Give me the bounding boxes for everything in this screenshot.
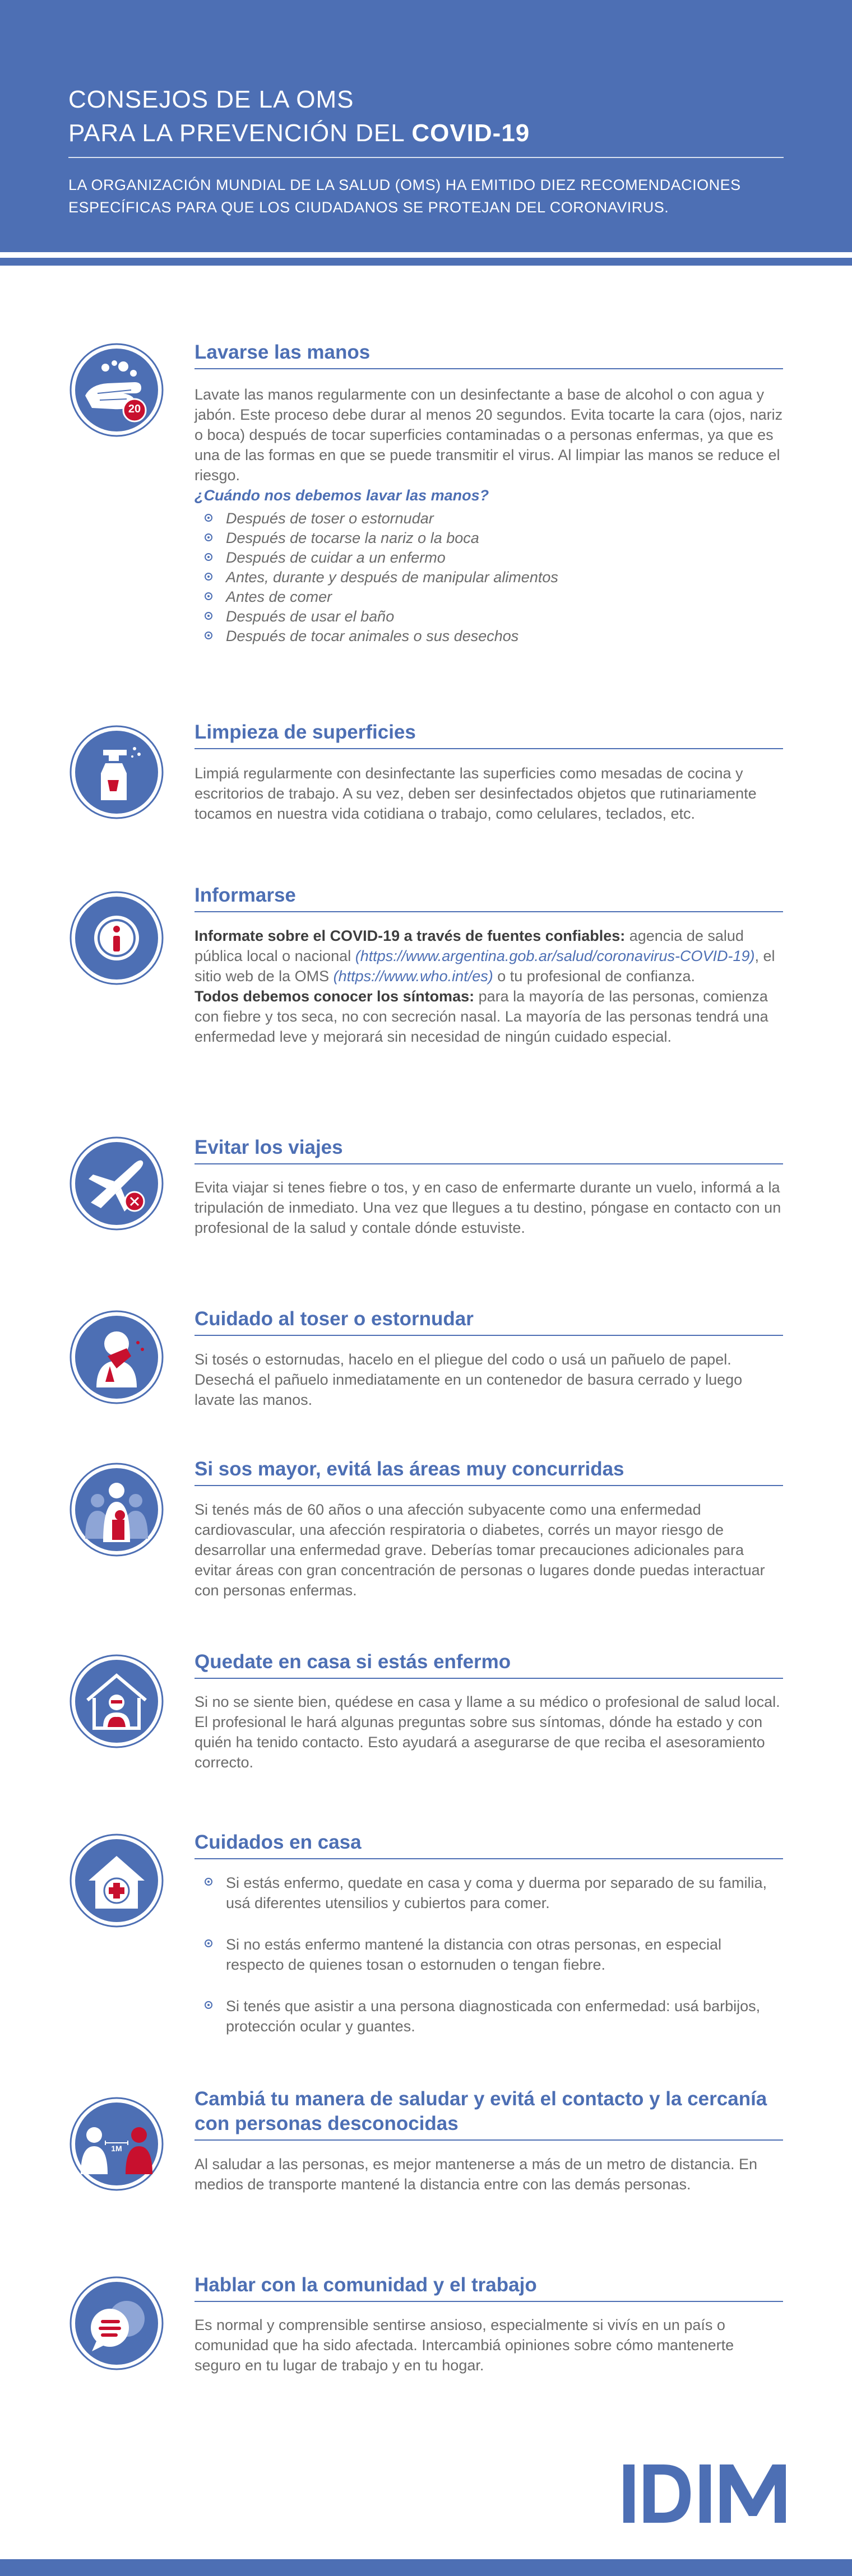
list-item: Si tenés que asistir a una persona diagnosticada con enfermedad: usá barbijos, protección ocular y guantes. [195,1996,783,2036]
section-title: Limpieza de superficies [195,721,416,743]
page-title [68,83,797,150]
title-line-2-bold: COVID-19 [411,119,530,147]
list-item: Si estás enfermo, quedate en casa y coma y duerma por separado de su familia, usá diferentes utensilios y cubiertos para comer. [195,1873,783,1913]
header-banner [0,0,852,252]
section-body: Es normal y comprensible sentirse ansioso, especialmente si vivís en un país o comunidad que ha sido afectada. Intercambiá opiniones sobre cómo mantenerte seguro en tu lugar de trabajo y en tu hogar. [195,2317,734,2374]
section-body: Al saludar a las personas, es mejor mantenerse a más de un metro de distancia. En medios de transporte mantené la distancia entre con las demás personas. [195,2156,758,2193]
inform-paragraph-2: Todos debemos conocer los síntomas: para la mayoría de las personas, comienza con fiebre y tos seca, no con secreción nasal. La mayoría de las personas tendrá una enfermedad leve y mejorará sin necesidad de ningún cuidado especial. [195,988,768,1045]
section-divider [195,911,783,912]
header-subtitle: LA ORGANIZACIÓN MUNDIAL DE LA SALUD (OMS) HA EMITIDO DIEZ RECOMENDACIONES ESPECÍFICAS PARA QUE LOS CIUDADANOS SE PROTEJAN DEL CORONAVIRUS. [68,177,741,216]
section-title: Informarse [195,884,296,906]
section-divider [195,1858,783,1859]
section-body: Si tenés más de 60 años o una afección subyacente como una enfermedad cardiovascular, una afección respiratoria o diabetes, corrés un mayor riesgo de desarrollar una enfermedad grave. Deberías tomar precauciones adicionales para evitar áreas con gran concentración de personas o lugares donde puedas interactuar con personas enfermas. [195,1501,765,1599]
chat-bubbles-icon [68,2275,165,2371]
list-item: Antes de comer [195,587,783,607]
section-divider [195,1335,783,1336]
section-body [195,1873,783,2058]
title-line-2-prefix: PARA LA PREVENCIÓN DEL [68,119,412,147]
section-divider [195,1678,783,1679]
coughing-person-icon [68,1309,165,1405]
section-body: Si tosés o estornudas, hacelo en el pliegue del codo o usá un pañuelo de papel. Desechá el pañuelo inmediatamente en un contenedor de basura cerrado y luego lavate las manos. [195,1351,743,1408]
section-divider [195,748,783,749]
title-line-1: CONSEJOS DE LA OMS [68,86,354,113]
airplane-icon [68,1135,165,1232]
list-item: Después de cuidar a un enfermo [195,548,783,568]
section-divider [195,1163,783,1164]
section-divider [195,1485,783,1486]
spray-bottle-icon [68,724,165,820]
hands-list [195,509,783,646]
section-body: Evita viajar si tenes fiebre o tos, y en caso de enfermarte durante un vuelo, informá a la tripulación de inmediato. Una vez que llegues a tu destino, póngase en contacto con un profesional de la salud y contale dónde estuviste. [195,1179,781,1236]
inform-paragraph-1: Informate sobre el COVID-19 a través de fuentes confiables: agencia de salud pública local o nacional (https://www.argentina.gob.ar/salud/coronavirus-COVID-19), el sitio web de la OMS (https://www.who.int/es) o tu profesional de confianza. [195,927,775,985]
section-title: Quedate en casa si estás enfermo [195,1651,511,1673]
list-item: Después de toser o estornudar [195,509,783,528]
timer-badge: 20 [128,403,141,415]
section-title: Lavarse las manos [195,341,371,363]
home-care-list [195,1873,783,2036]
argentina-gov-link[interactable]: (https://www.argentina.gob.ar/salud/coronavirus-COVID-19) [355,948,755,964]
list-item: Si no estás enfermo mantené la distancia con otras personas, en especial respecto de quienes tosan o estornuden o tengan fiebre. [195,1934,783,1975]
idim-logo [623,2464,786,2523]
section-divider [195,2301,783,2302]
section-title: Si sos mayor, evitá las áreas muy concurridas [195,1458,624,1480]
house-patient-icon [68,1653,165,1749]
section-title: Cuidado al toser o estornudar [195,1308,474,1330]
section-title: Evitar los viajes [195,1136,343,1158]
crowd-icon [68,1461,165,1558]
who-link[interactable]: (https://www.who.int/es) [333,968,493,985]
header-stripe [0,258,852,266]
hands-question: ¿Cuándo nos debemos lavar las manos? [195,487,489,504]
hand-washing-icon [68,342,165,438]
section-title: Hablar con la comunidad y el trabajo [195,2274,537,2296]
section-divider [195,368,783,369]
title-line-2 [68,117,797,150]
list-item: Después de tocarse la nariz o la boca [195,528,783,548]
list-item: Después de tocar animales o sus desechos [195,626,783,646]
section-divider [195,2139,783,2141]
footer-stripe [0,2559,852,2576]
list-item: Después de usar el baño [195,607,783,626]
distance-label: 1M [111,2144,122,2153]
section-body: Si no se siente bien, quédese en casa y llame a su médico o profesional de salud local. El profesional le hará algunas preguntas sobre sus síntomas, dónde ha estado y con quién ha tenido contacto. Esto ayudará a asegurarse de que reciba el asesoramiento correcto. [195,1693,780,1771]
section-title: Cambiá tu manera de saludar y evitá el contacto y la cercanía con personas desconocidas [195,2088,767,2134]
section-body [195,384,783,646]
section-body [195,926,783,1047]
list-item: Antes, durante y después de manipular alimentos [195,568,783,587]
hands-paragraph: Lavate las manos regularmente con un desinfectante a base de alcohol o con agua y jabón. Este proceso debe durar al menos 20 segundos. Evita tocarte la cara (ojos, nariz o boca) después de tocar superficies contaminadas o a personas enfermas, ya que es una de las formas en que se puede transmitir el virus. Al limpiar las manos se reduce el riesgo. [195,386,783,484]
info-icon [68,890,165,986]
distance-people-icon [68,2096,165,2192]
home-health-icon [68,1832,165,1929]
section-body: Limpiá regularmente con desinfectante las superficies como mesadas de cocina y escritorios de trabajo. A su vez, deben ser desinfectados objetos que rutinariamente tocamos en nuestra vida cotidiana o trabajo, como celulares, teclados, etc. [195,765,757,822]
header-divider [68,157,784,158]
section-title: Cuidados en casa [195,1831,362,1853]
